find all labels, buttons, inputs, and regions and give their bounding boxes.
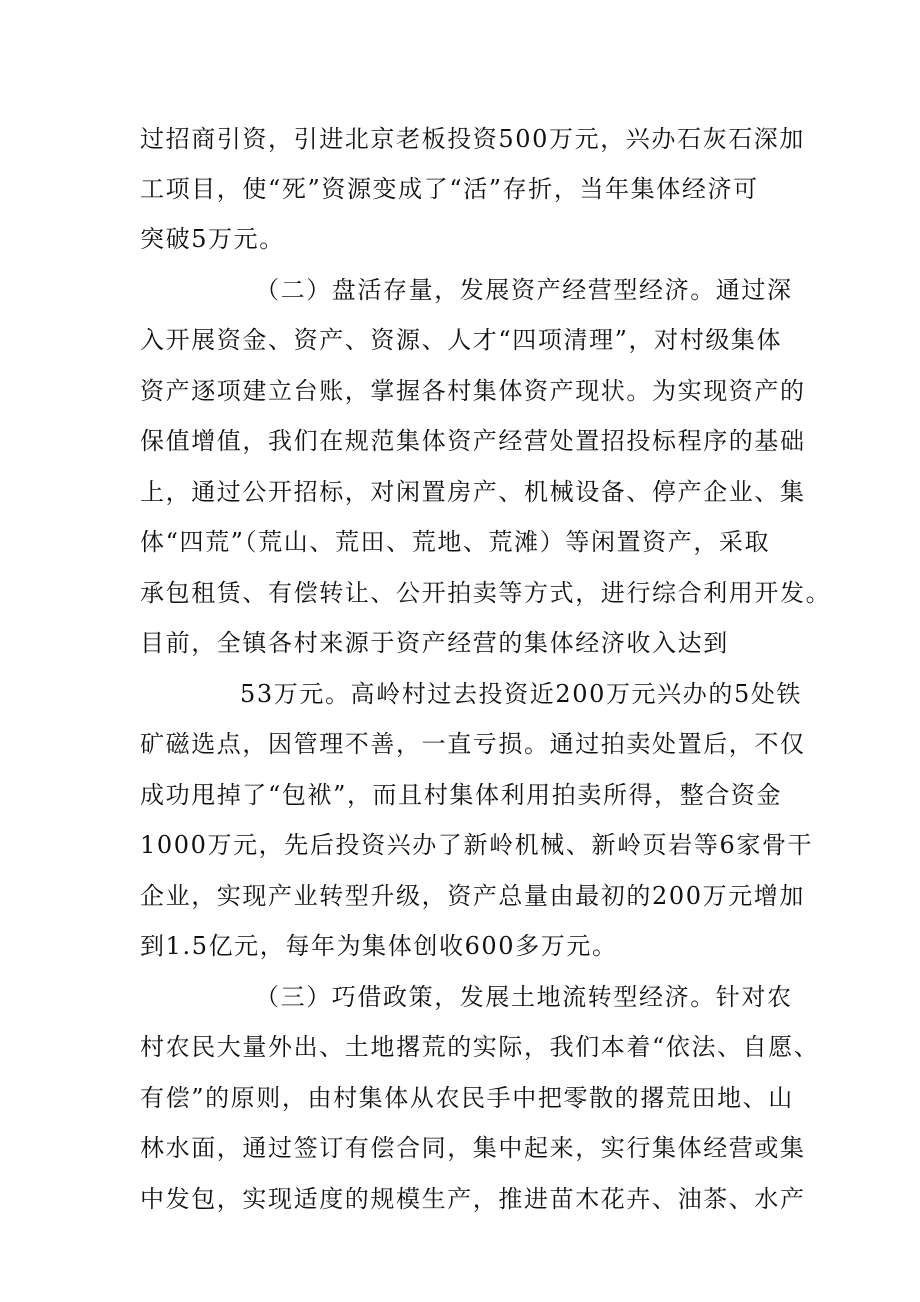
- text-line: 过招商引资，引进北京老板投资500万元，兴办石灰石深加: [140, 125, 806, 153]
- section-heading-line: （三）巧借政策，发展土地流转型经济。针对农: [255, 983, 793, 1011]
- text-line: 中发包，实现适度的规模生产，推进苗木花卉、油茶、水产: [140, 1185, 806, 1213]
- text-line: 工项目，使“死”资源变成了“活”存折，当年集体经济可: [140, 175, 759, 203]
- text-line: 入开展资金、资产、资源、人才“四项清理”，对村级集体: [140, 326, 783, 354]
- text-line: 林水面，通过签订有偿合同，集中起来，实行集体经营或集: [140, 1134, 806, 1162]
- text-line: 村农民大量外出、土地撂荒的实际，我们本着“依法、自愿、: [140, 1033, 820, 1061]
- text-line: 1000万元，先后投资兴办了新岭机械、新岭页岩等6家骨干: [140, 831, 814, 859]
- text-line: 上，通过公开招标，对闲置房产、机械设备、停产企业、集: [140, 478, 806, 506]
- text-line: 到1.5亿元，每年为集体创收600多万元。: [140, 932, 618, 960]
- text-line: 资产逐项建立台账，掌握各村集体资产现状。为实现资产的: [140, 377, 806, 405]
- text-line: 保值增值，我们在规范集体资产经营处置招投标程序的基础: [140, 427, 806, 455]
- section-heading-line: （二）盘活存量，发展资产经营型经济。通过深: [255, 276, 793, 304]
- indented-line: 53万元。高岭村过去投资近200万元兴办的5处铁: [240, 680, 803, 708]
- text-line: 有偿”的原则，由村集体从农民手中把零散的撂荒田地、山: [140, 1084, 794, 1112]
- text-line: 突破5万元。: [140, 225, 285, 253]
- text-line: 目前，全镇各村来源于资产经营的集体经济收入达到: [140, 629, 729, 657]
- text-line: 体“四荒”（荒山、荒田、荒地、荒滩）等闲置资产，采取: [140, 528, 771, 556]
- text-line: 企业，实现产业转型升级，资产总量由最初的200万元增加: [140, 882, 806, 910]
- text-line: 承包租赁、有偿转让、公开拍卖等方式，进行综合利用开发。: [140, 579, 832, 607]
- text-line: 成功甩掉了“包袱”，而且村集体利用拍卖所得，整合资金: [140, 781, 783, 809]
- text-line: 矿磁选点，因管理不善，一直亏损。通过拍卖处置后，不仅: [140, 730, 806, 758]
